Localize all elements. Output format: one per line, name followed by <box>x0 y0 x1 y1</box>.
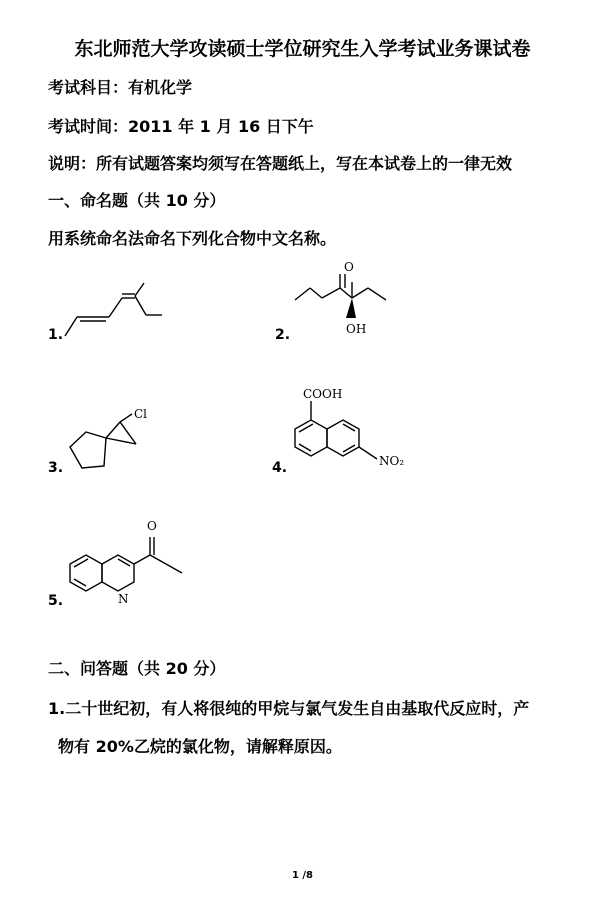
carboxyl-label: COOH <box>303 387 343 401</box>
structure-5 <box>64 515 204 610</box>
oxygen-label: O <box>344 260 354 274</box>
item-number: 4. <box>272 460 288 476</box>
exam-subject: 考试科目：有机化学 <box>48 78 193 97</box>
item-number: 2. <box>275 327 291 343</box>
question-1-line-1: 1.二十世纪初，有人将很纯的甲烷与氯气发生自由基取代反应时，产 <box>48 699 530 718</box>
structure-4 <box>285 385 425 480</box>
structure-1 <box>60 280 170 340</box>
section1-instruction: 用系统命名法命名下列化合物中文名称。 <box>48 229 337 248</box>
item-number: 1. <box>48 327 64 343</box>
chlorine-label: Cl <box>134 407 148 421</box>
section2-heading: 二、问答题（共 20 分） <box>48 659 226 678</box>
carbonyl-oxygen-label: O <box>147 519 157 533</box>
structure-2 <box>290 258 400 338</box>
exam-note: 说明：所有试题答案均须写在答题纸上，写在本试卷上的一律无效 <box>48 154 513 173</box>
exam-title: 东北师范大学攻读硕士学位研究生入学考试业务课试卷 <box>74 38 531 60</box>
exam-time: 考试时间：2011 年 1 月 16 日下午 <box>48 117 314 136</box>
question-1-line-2: 物有 20%乙烷的氯化物，请解释原因。 <box>58 737 342 756</box>
item-number: 3. <box>48 460 64 476</box>
nitrogen-label: N <box>118 592 129 606</box>
hydroxyl-label: OH <box>346 322 367 336</box>
page-number: 1 /8 <box>291 870 314 881</box>
item-number: 5. <box>48 593 64 609</box>
section1-heading: 一、命名题（共 10 分） <box>48 191 226 210</box>
structure-3 <box>62 400 162 480</box>
nitro-label: NO₂ <box>379 454 405 468</box>
